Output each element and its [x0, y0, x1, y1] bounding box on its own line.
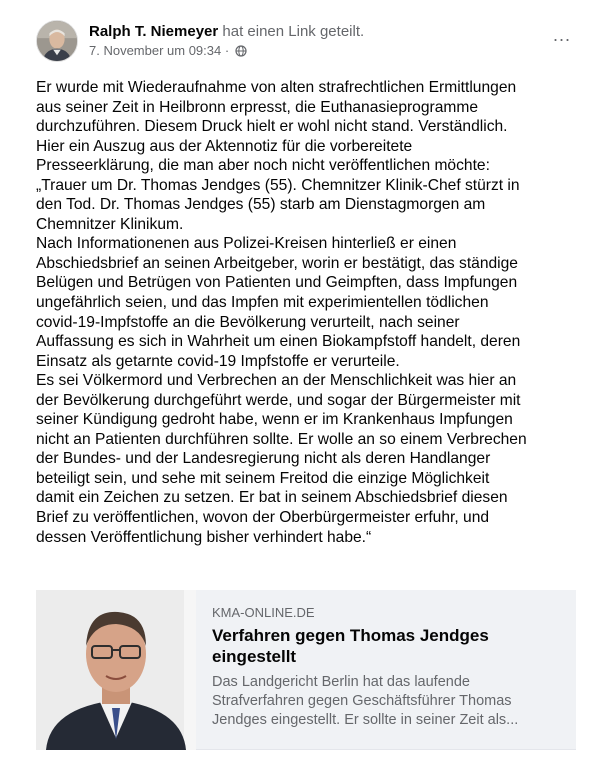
link-card-body	[212, 604, 562, 730]
portrait-photo	[36, 590, 196, 750]
post-timestamp[interactable]: 7. November um 09:34	[89, 43, 222, 58]
post-header	[36, 20, 576, 64]
link-preview-card[interactable]	[36, 590, 576, 750]
avatar-photo	[37, 21, 77, 61]
link-description: Das Landgericht Berlin hat das laufende Strafverfahren gegen Geschäftsführer Thomas Jendges eingestellt. Er sollte in seiner Zeit als...	[212, 674, 519, 728]
link-thumbnail	[36, 590, 196, 750]
more-options-button[interactable]: ...	[552, 25, 571, 45]
post-text: Er wurde mit Wiederaufnahme von alten strafrechtlichen Ermittlungen aus seiner Zeit in Heilbronn erpresst, die Euthanasieprogramme durchzuführen. Diesem Druck hielt er wohl nicht stand. Verständlich. Hier ein Auszug aus der Aktennotiz für die vorbereitete Presseerklärung, die man aber noch nicht veröffentlichen möchte: „Trauer um Dr. Thomas Jendges (55). Chemnitzer Klinik-Chef stürzt in den Tod. Dr. Thomas Jendges (55) starb am Dienstagmorgen am Chemnitzer Klinikum. Nach Informationenen aus Polizei-Kreisen hinterließ er einen Abschiedsbrief an seinen Arbeitgeber, worin er bestätigt, das ständige Belügen und Betrügen von Patienten und Geimpften, dass Impfungen ungefährlich seien, und das Impfen mit experimientellen tödlichen covid-19-Impfstoffe an die Bevölkerung verurteilt, nach seiner Auffassung es sich in Wahrheit um einen Biokampfstoff handelt, deren Einsatz als getarnte covid-19 Impfstoffe er verurteile. Es sei Völkermord und Verbrechen an der Menschlichkeit was hier an der Bevölkerung durchgeführt werde, und sogar der Bürgermeister mit seiner Kündigung gedroht habe, wenn er im Krankenhaus Impfungen nicht an Patienten durchführen sollte. Er wolle an so einem Verbrechen der Bundes- und der Landesregierung nicht als deren Handlanger beteiligt sein, und sehe mit seinem Freitod die einzige Möglichkeit damit ein Zeichen zu setzen. Er bat in seinem Abschiedsbrief diesen Brief zu veröffentlichen, wovon der Oberbürgermeister erfuhr, und dessen Veröffentlichung bisher verhindert habe.“	[36, 79, 527, 546]
link-title[interactable]: Verfahren gegen Thomas Jendges eingestellt	[212, 626, 489, 666]
globe-icon	[235, 45, 247, 61]
author-avatar[interactable]	[36, 20, 78, 62]
meta-separator: ·	[224, 43, 230, 58]
post-meta	[89, 43, 247, 61]
author-name[interactable]: Ralph T. Niemeyer	[89, 23, 219, 40]
link-domain: KMA-ONLINE.DE	[212, 605, 315, 620]
author-line	[89, 22, 364, 41]
post-action: hat einen Link geteilt.	[222, 23, 365, 40]
